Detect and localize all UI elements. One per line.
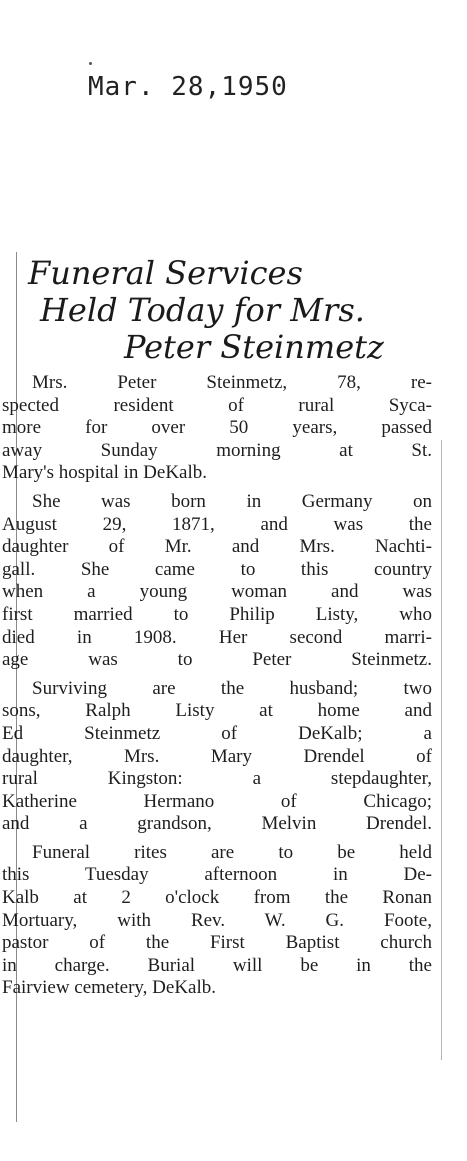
headline [0, 255, 440, 366]
text-line: more for over 50 years, passed [2, 417, 432, 439]
newspaper-clipping [0, 255, 440, 1006]
text-line: August 29, 1871, and was the [2, 513, 432, 535]
headline-line: Peter Steinmetz [124, 328, 384, 366]
text-line: Fairview cemetery, DeKalb. [2, 977, 217, 999]
ink-speck [89, 62, 92, 65]
text-line: when a young woman and was [2, 581, 432, 603]
text-line: Mrs. Peter Steinmetz, 78, re- [32, 372, 432, 393]
clipping-right-edge [441, 440, 442, 1060]
text-line: sons, Ralph Listy at home and [2, 700, 432, 722]
article-body [0, 372, 440, 1000]
paragraph-biography [0, 491, 440, 672]
text-line: Ed Steinmetz of DeKalb; a [2, 722, 432, 744]
headline-line: Held Today for Mrs. [40, 291, 365, 329]
text-line: pastor of the First Baptist church [2, 932, 432, 954]
text-line: Surviving are the husband; two [32, 677, 432, 699]
text-line: rural Kingston: a stepdaughter, [2, 768, 432, 790]
text-line: and a grandson, Melvin Drendel. [2, 813, 432, 835]
paragraph-survivors [0, 678, 440, 836]
text-line: She was born in Germany on [32, 490, 432, 512]
text-line: Kalb at 2 o'clock from the Ronan [2, 887, 432, 909]
headline-line: Funeral Services [28, 254, 303, 292]
text-line: Mortuary, with Rev. W. G. Foote, [2, 909, 432, 931]
paragraph-obituary-intro [0, 372, 440, 485]
clipping-date: Mar. 28,1950 [88, 72, 288, 102]
text-line: in charge. Burial will be in the [2, 954, 432, 976]
text-line: daughter of Mr. and Mrs. Nachti- [2, 536, 432, 558]
text-line: away Sunday morning at St. [2, 439, 432, 461]
paragraph-funeral-rites [0, 842, 440, 1000]
text-line: this Tuesday afternoon in De- [2, 864, 432, 886]
text-line: daughter, Mrs. Mary Drendel of [2, 745, 432, 767]
text-line: age was to Peter Steinmetz. [2, 649, 432, 671]
text-line: spected resident of rural Syca- [2, 394, 432, 416]
text-line: Funeral rites are to be held [32, 841, 432, 863]
text-line: Mary's hospital in DeKalb. [2, 462, 208, 484]
text-line: gall. She came to this country [2, 558, 432, 580]
text-line: Katherine Hermano of Chicago; [2, 790, 432, 812]
text-line: first married to Philip Listy, who [2, 603, 432, 625]
text-line: died in 1908. Her second marri- [2, 626, 432, 648]
